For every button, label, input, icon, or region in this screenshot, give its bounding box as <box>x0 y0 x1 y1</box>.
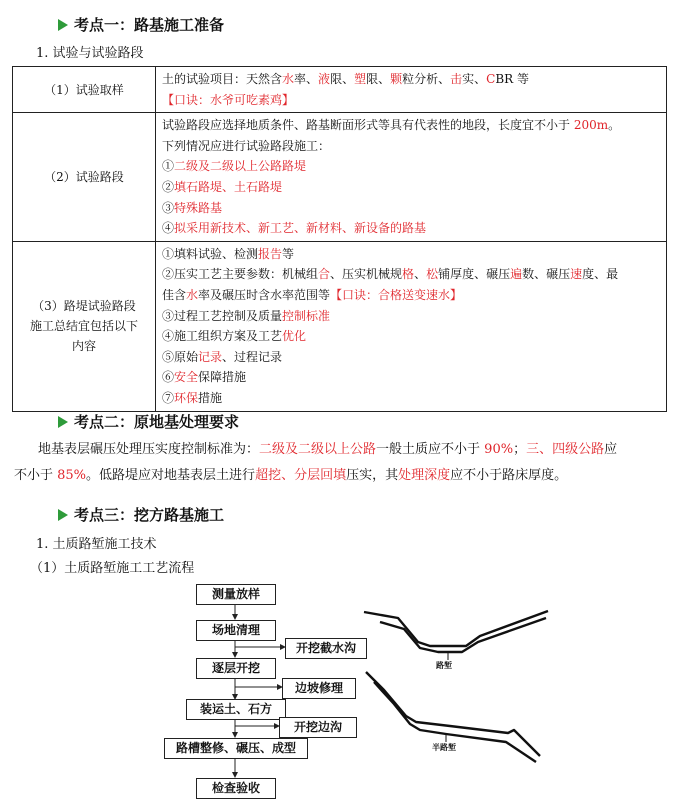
section-3-subsubtitle: （1）土质路堑施工工艺流程 <box>30 561 195 576</box>
cutting-section-outline <box>364 611 548 646</box>
section-2-title: 考点二：原地基处理要求 <box>74 413 240 431</box>
row-label: （1）试验取样 <box>13 67 156 113</box>
row-content: 土的试验项目：天然含水率、液限、塑限、颗粒分析、击实、CBR 等 【口诀：水爷可吃素鸡】 <box>156 67 667 113</box>
section-3-subtitle: 1. 土质路堑施工技术 <box>36 537 157 552</box>
section-2-paragraph: 地基表层碾压处理压实度控制标准为：二级及二级以上公路一般土质应不小于 90%；三、四级公路应 不小于 85%。低路堤应对地基表层土进行超挖、分层回填压实，其处理深度应不小于路床厚度。 <box>14 442 618 483</box>
row-content: 试验路段应选择地质条件、路基断面形式等具有代表性的地段，长度宜不小于 200m。 下列情况应进行试验路段施工： ①二级及二级以上公路路堤 ②填石路堤、土石路堤 ③特殊路基 ④拟采用新技术、新工艺、新材料、新设备的路基 <box>156 113 667 242</box>
row-label: （3）路堤试验路段施工总结宜包括以下内容 <box>13 241 156 411</box>
flow-step-slope-trimming: 边坡修理 <box>282 678 356 699</box>
section-1-subtitle: 1. 试验与试验路段 <box>36 46 144 61</box>
flow-step-trimming-compaction: 路槽整修、碾压、成型 <box>164 738 308 759</box>
section-1-title: 考点一：路基施工准备 <box>74 16 225 34</box>
flow-step-inspection: 检查验收 <box>196 778 276 799</box>
mnemonic: 【口诀：水爷可吃素鸡】 <box>162 92 295 107</box>
flow-step-layered-excavation: 逐层开挖 <box>196 658 276 679</box>
flow-step-side-ditch: 开挖边沟 <box>279 717 357 738</box>
row-label: （2）试验路段 <box>13 113 156 242</box>
flow-step-clearing: 场地清理 <box>196 620 276 641</box>
flow-step-intercept-ditch: 开挖截水沟 <box>285 638 367 659</box>
row-content: ①填料试验、检测报告等 ②压实工艺主要参数：机械组合、压实机械规格、松铺厚度、碾压遍数、碾压速度、最 佳含水率及碾压时含水率范围等【口诀：合格送变速水】 ③过程工艺控制及质量控制标准 ④施工组织方案及工艺优化 ⑤原始记录、过程记录 ⑥安全保障措施 ⑦环保措施 <box>156 241 667 411</box>
flow-step-survey: 测量放样 <box>196 584 276 605</box>
section-3-title: 考点三：挖方路基施工 <box>74 506 225 524</box>
flow-step-haul: 装运土、石方 <box>186 699 286 720</box>
half-cutting-label: 半路堑 <box>432 743 456 752</box>
cutting-label: 路堑 <box>436 661 452 670</box>
